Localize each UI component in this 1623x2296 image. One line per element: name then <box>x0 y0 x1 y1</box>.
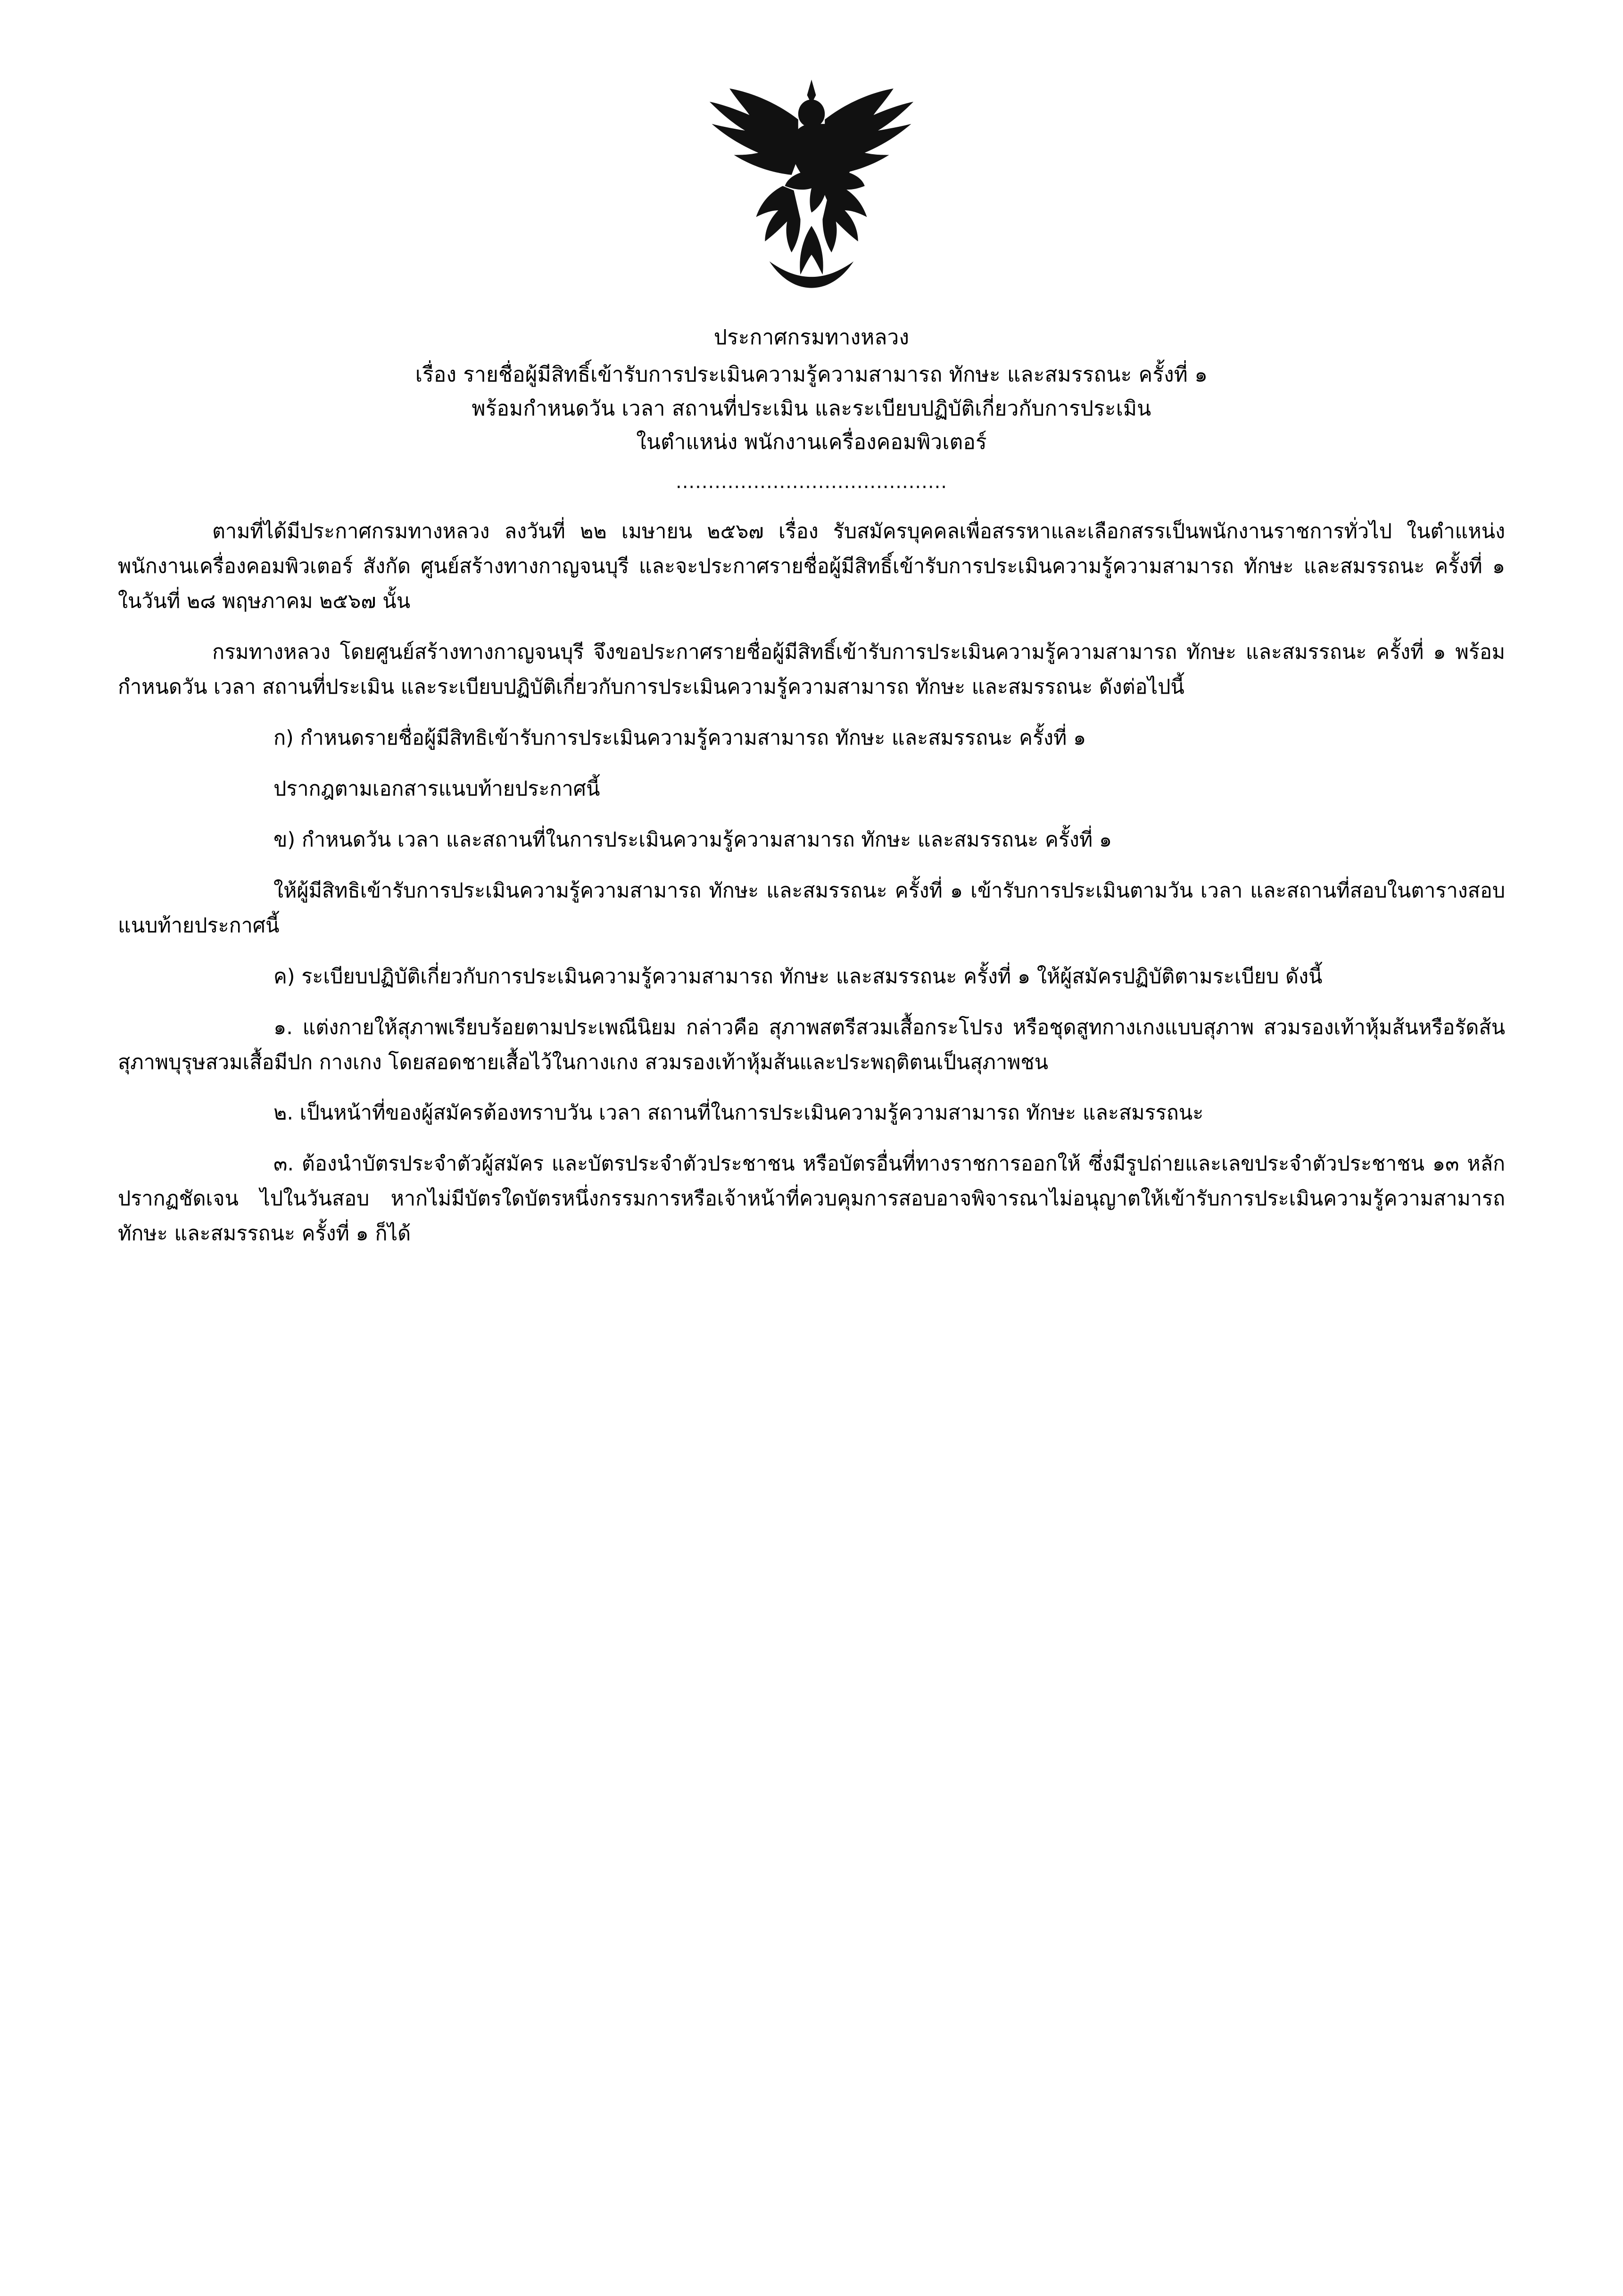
title-line-2: เรื่อง รายชื่อผู้มีสิทธิ์เข้ารับการประเมินความรู้ความสามารถ ทักษะ และสมรรถนะ ครั้งที่ ๑ <box>415 363 1208 387</box>
item-a-note: ปรากฎตามเอกสารแนบท้ายประกาศนี้ <box>273 777 600 801</box>
document-body <box>118 514 1505 1252</box>
rule-2: ๒. เป็นหน้าที่ของผู้สมัครต้องทราบวัน เวลา สถานที่ในการประเมินความรู้ความสามารถ ทักษะ และสมรรถนะ <box>273 1101 1204 1125</box>
divider-dots: .......................................... <box>675 471 948 493</box>
paragraph-1: ตามที่ได้มีประกาศกรมทางหลวง ลงวันที่ ๒๒ เมษายน ๒๕๖๗ เรื่อง รับสมัครบุคคลเพื่อสรรหาและเลือกสรรเป็นพนักงานราชการทั่วไป ในตำแหน่ง พนักงานเครื่องคอมพิวเตอร์ สังกัด ศูนย์สร้างทางกาญจนบุรี และจะประกาศรายชื่อผู้มีสิทธิ์เข้ารับการประเมินความรู้ความสามารถ ทักษะ และสมรรถนะ ครั้งที่ ๑ ในวันที่ ๒๘ พฤษภาคม ๒๕๖๗ นั้น <box>118 520 1505 613</box>
emblem-container <box>118 71 1505 292</box>
rule-3: ๓. ต้องนำบัตรประจำตัวผู้สมัคร และบัตรประจำตัวประชาชน หรือบัตรอื่นที่ทางราชการออกให้ ซึ่งมีรูปถ่ายและเลขประจำตัวประชาชน ๑๓ หลักปรากฏชัดเจน ไปในวันสอบ หากไม่มีบัตรใดบัตรหนึ่งกรรมการหรือเจ้าหน้าที่ควบคุมการสอบอาจพิจารณาไม่อนุญาตให้เข้ารับการประเมินความรู้ความสามารถ ทักษะ และสมรรถนะ ครั้งที่ ๑ ก็ได้ <box>118 1152 1505 1246</box>
item-a: ก) กำหนดรายชื่อผู้มีสิทธิเข้ารับการประเมินความรู้ความสามารถ ทักษะ และสมรรถนะ ครั้งที่ ๑ <box>273 726 1086 750</box>
title-line-3: พร้อมกำหนดวัน เวลา สถานที่ประเมิน และระเบียบปฏิบัติเกี่ยวกับการประเมิน <box>472 396 1151 421</box>
item-b-note: ให้ผู้มีสิทธิเข้ารับการประเมินความรู้ความสามารถ ทักษะ และสมรรถนะ ครั้งที่ ๑ เข้ารับการประเมินตามวัน เวลา และสถานที่สอบในตารางสอบแนบท้ายประกาศนี้ <box>118 879 1505 937</box>
title-line-1: ประกาศกรมทางหลวง <box>713 325 910 349</box>
title-line-4: ในตำแหน่ง พนักงานเครื่องคอมพิวเตอร์ <box>636 430 987 454</box>
rule-1: ๑. แต่งกายให้สุภาพเรียบร้อยตามประเพณีนิยม กล่าวคือ สุภาพสตรีสวมเสื้อกระโปรง หรือชุดสูทกางเกงแบบสุภาพ สวมรองเท้าหุ้มส้นหรือรัดส้น สุภาพบุรุษสวมเสื้อมีปก กางเกง โดยสอดชายเสื้อไว้ในกางเกง สวมรองเท้าหุ้มส้นและประพฤติตนเป็นสุภาพชน <box>118 1015 1505 1074</box>
item-b: ข) กำหนดวัน เวลา และสถานที่ในการประเมินความรู้ความสามารถ ทักษะ และสมรรถนะ ครั้งที่ ๑ <box>273 828 1112 852</box>
document-title-block <box>118 321 1505 459</box>
paragraph-2: กรมทางหลวง โดยศูนย์สร้างทางกาญจนบุรี จึงขอประกาศรายชื่อผู้มีสิทธิ์เข้ารับการประเมินความรู้ความสามารถ ทักษะ และสมรรถนะ ครั้งที่ ๑ พร้อมกำหนดวัน เวลา สถานที่ประเมิน และระเบียบปฏิบัติเกี่ยวกับการประเมินความรู้ความสามารถ ทักษะ และสมรรถนะ ดังต่อไปนี้ <box>118 640 1505 699</box>
garuda-emblem <box>701 71 922 292</box>
item-c: ค) ระเบียบปฏิบัติเกี่ยวกับการประเมินความรู้ความสามารถ ทักษะ และสมรรถนะ ครั้งที่ ๑ ให้ผู้สมัครปฏิบัติตามระเบียบ ดังนี้ <box>273 964 1323 988</box>
